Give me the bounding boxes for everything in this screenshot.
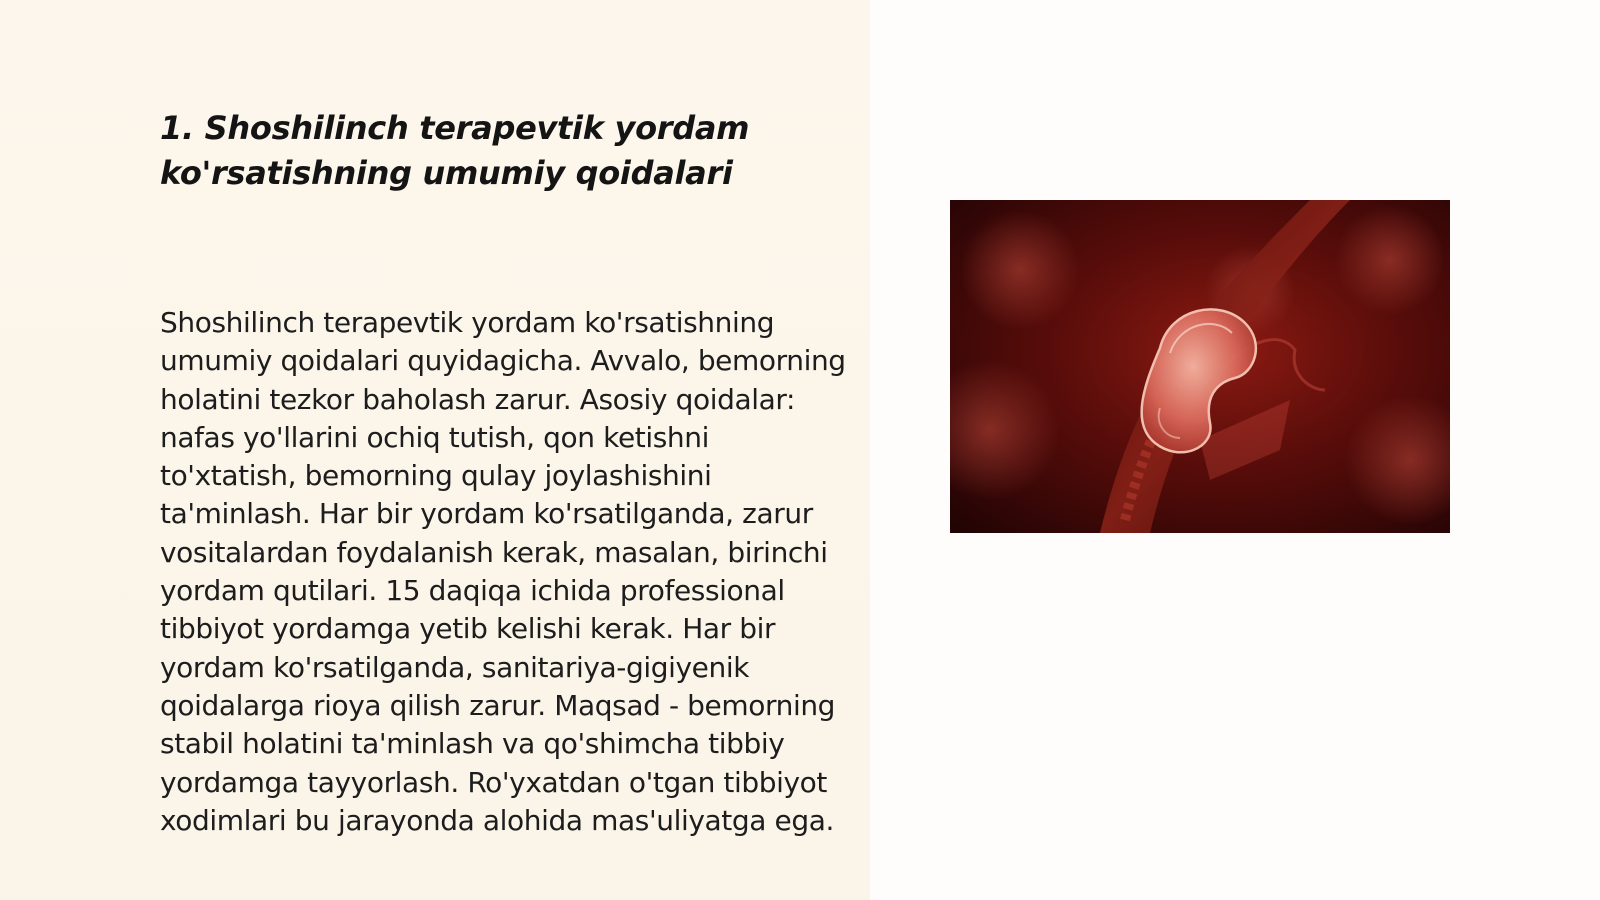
kidney-illustration xyxy=(950,200,1450,533)
kidney-image xyxy=(950,200,1450,533)
slide-body-text: Shoshilinch terapevtik yordam ko'rsatishning umumiy qoidalari quyidagicha. Avvalo, bemorning holatini tezkor baholash zarur. Asosiy qoidalar: nafas yo'llarini ochiq tutish, qon ketishni to'xtatish, bemorning qulay joylashishini ta'minlash. Har bir yordam ko'rsatilganda, zarur vositalardan foydalanish kerak, masalan, birinchi yordam qutilari. 15 daqiqa ichida professional tibbiyot yordamga yetib kelishi kerak. Har bir yordam ko'rsatilganda, sanitariya-gigiyenik qoidalarga rioya qilish zarur. Maqsad - bemorning stabil holatini ta'minlash va qo'shimcha tibbiy yordamga tayyorlash. Ro'yxatdan o'tgan tibbiyot xodimlari bu jarayonda alohida mas'uliyatga ega. xyxy=(160,306,846,837)
slide-title: 1. Shoshilinch terapevtik yordam ko'rsatishning umumiy qoidalari xyxy=(160,109,750,192)
